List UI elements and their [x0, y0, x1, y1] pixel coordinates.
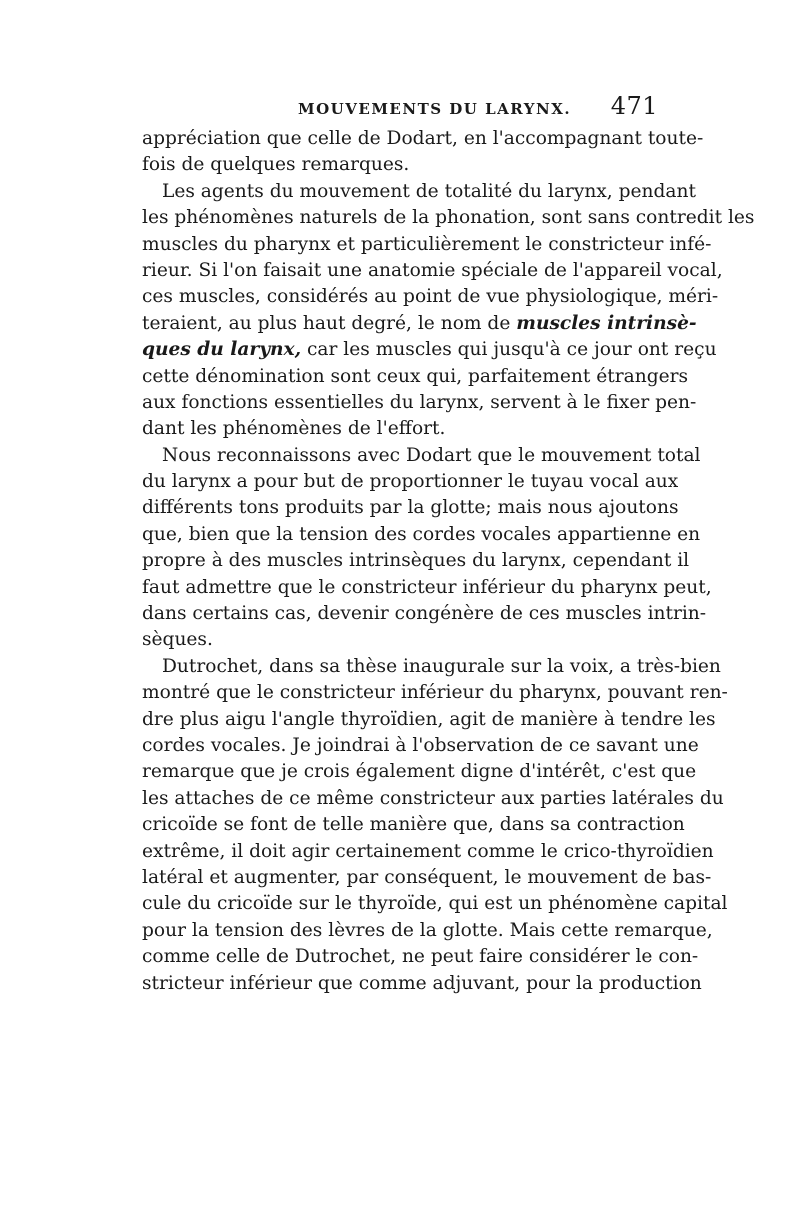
text-line: [142, 311, 697, 337]
text-line: Nous reconnaissons avec Dodart que le mouvement total: [162, 444, 701, 466]
text-segment: teraient, au plus haut degré, le nom de: [142, 312, 511, 334]
text-line: [142, 337, 717, 363]
body-text: [142, 126, 755, 997]
text-line: cricoïde se font de telle manière que, dans sa contraction: [142, 814, 685, 836]
text-line: appréciation que celle de Dodart, en l'accompagnant toute-: [142, 128, 704, 149]
text-line: fois de quelques remarques.: [142, 154, 410, 176]
text-line: comme celle de Dutrochet, ne peut faire considérer le con-: [142, 946, 699, 968]
text-line: que, bien que la tension des cordes vocales appartienne en: [142, 523, 701, 545]
text-line: ces muscles, considérés au point de vue physiologique, méri-: [142, 286, 719, 308]
text-line: aux fonctions essentielles du larynx, servent à le fixer pen-: [142, 391, 697, 413]
text-line: dans certains cas, devenir congénère de ces muscles intrin-: [142, 603, 707, 625]
text-line: dre plus aigu l'angle thyroïdien, agit de manière à tendre les: [142, 708, 716, 730]
text-line: Dutrochet, dans sa thèse inaugurale sur la voix, a très-bien: [162, 655, 721, 677]
text-line: pour la tension des lèvres de la glotte. Mais cette remarque,: [142, 919, 713, 941]
text-line: montré que le constricteur inférieur du pharynx, pouvant ren-: [142, 682, 728, 704]
text-line: faut admettre que le constricteur inférieur du pharynx peut,: [142, 576, 712, 598]
italic-term: muscles intrinsè-: [516, 312, 697, 334]
italic-term: ques du larynx,: [142, 339, 302, 361]
text-line: latéral et augmenter, par conséquent, le mouvement de bas-: [142, 866, 712, 888]
text-line: extrême, il doit agir certainement comme le crico-thyroïdien: [142, 840, 714, 862]
text-line: rieur. Si l'on faisait une anatomie spéciale de l'appareil vocal,: [142, 259, 723, 281]
page-number: 471: [610, 92, 658, 120]
text-line: les phénomènes naturels de la phonation, sont sans contredit les: [142, 207, 755, 229]
text-line: sèques.: [142, 629, 213, 651]
text-line: dant les phénomènes de l'effort.: [142, 418, 446, 440]
text-line: muscles du pharynx et particulièrement le constricteur infé-: [142, 233, 712, 255]
text-line: du larynx a pour but de proportionner le tuyau vocal aux: [142, 471, 679, 493]
text-line: stricteur inférieur que comme adjuvant, pour la production: [142, 972, 702, 994]
text-line: Les agents du mouvement de totalité du larynx, pendant: [162, 180, 696, 202]
text-line: cordes vocales. Je joindrai à l'observation de ce savant une: [142, 734, 699, 756]
text-line: propre à des muscles intrinsèques du larynx, cependant il: [142, 550, 690, 572]
text-line: les attaches de ce même constricteur aux parties latérales du: [142, 787, 724, 809]
running-title: MOUVEMENTS DU LARYNX.: [298, 100, 572, 118]
text-line: différents tons produits par la glotte; mais nous ajoutons: [142, 497, 679, 519]
running-head: [142, 92, 658, 124]
text-line: cette dénomination sont ceux qui, parfaitement étrangers: [142, 365, 689, 387]
text-line: cule du cricoïde sur le thyroïde, qui est un phénomène capital: [142, 893, 728, 915]
text-segment: car les muscles qui jusqu'à ce jour ont reçu: [301, 339, 717, 361]
text-line: remarque que je crois également digne d'intérêt, c'est que: [142, 761, 697, 783]
